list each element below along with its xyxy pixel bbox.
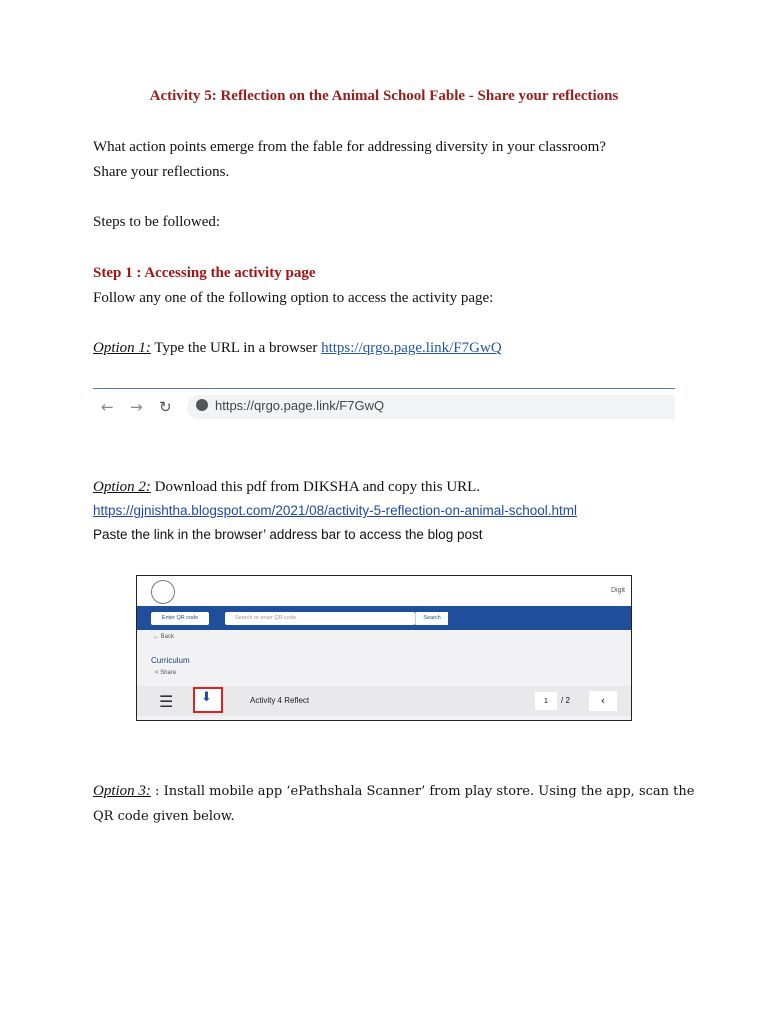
option2-line [93,476,480,498]
option2-label: Option 2: [93,479,151,495]
activity-title: Activity 4 Reflect [250,696,310,705]
menu-icon: ☰ [159,692,174,711]
option1-label: Option 1: [93,340,151,356]
diksha-screenshot [136,575,632,721]
qr-code-button: Enter QR code [151,612,209,625]
chevron-left-icon: ‹ [589,691,617,711]
arrow-left-icon: ← [101,398,114,416]
share-link: < Share [155,670,177,676]
back-link: ← Back [153,634,175,640]
search-input: Search or enter QR code [225,612,415,625]
search-button: Search [415,612,448,625]
brand-text: Digit [611,587,626,594]
globe-icon [196,399,208,411]
option2-url-link[interactable]: https://gjnishtha.blogspot.com/2021/08/activity-5-reflection-on-animal-school.html [93,503,577,518]
option3-line-1 [93,780,694,803]
steps-label: Steps to be followed: [93,214,221,230]
option1-text: Type the URL in a browser [150,340,322,356]
page-number-field: 1 [535,692,557,710]
step1-heading: Step 1 : Accessing the activity page [93,265,316,281]
reload-icon: ↻ [159,398,172,416]
option2-url-line [93,500,577,522]
question-line-1: What action points emerge from the fable for addressing diversity in your classroom? [93,139,606,155]
section-title: Curriculum [151,656,190,665]
option2-paste-text: Paste the link in the browser’ address bar to access the blog post [93,527,483,542]
page-total: / 2 [561,696,570,705]
download-icon: ⬇ [201,690,212,705]
address-bar-url: https://qrgo.page.link/F7GwQ [215,398,385,413]
option2-text: Download this pdf from DIKSHA and copy this URL. [150,479,481,495]
option1-line [93,337,502,359]
page-title: Activity 5: Reflection on the Animal School Fable - Share your reflections [149,88,619,104]
step1-intro: Follow any one of the following option to access the activity page: [93,290,494,306]
question-line-2: Share your reflections. [93,164,230,180]
divider-line [93,388,675,389]
option3-text-1: : Install mobile app ‘ePathshala Scanner’ from play store. Using the app, scan the [150,784,695,799]
option3-label: Option 3: [93,783,151,799]
arrow-right-icon: → [130,398,143,416]
emblem-logo [151,580,175,604]
option3-line-2: QR code given below. [93,809,235,824]
option1-url-link[interactable]: https://qrgo.page.link/F7GwQ [321,340,502,356]
